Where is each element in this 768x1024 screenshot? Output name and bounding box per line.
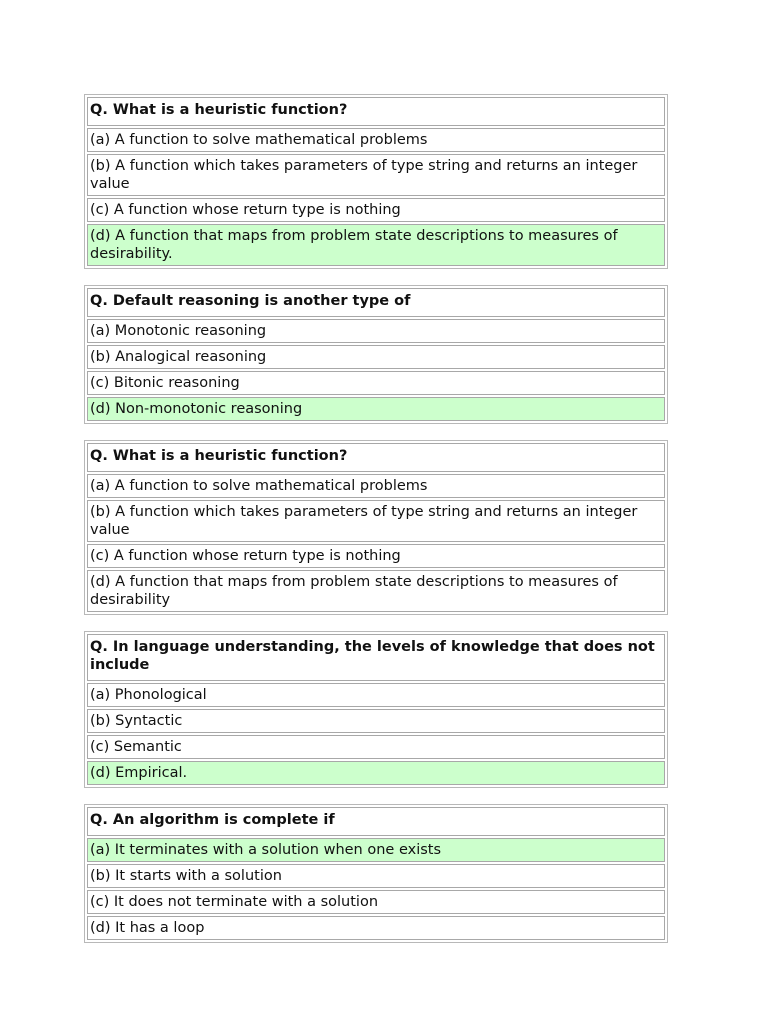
option-b: (b) It starts with a solution xyxy=(87,864,665,888)
question-block-4 xyxy=(84,631,668,788)
option-a: (a) A function to solve mathematical problems xyxy=(87,474,665,498)
option-c: (c) It does not terminate with a solution xyxy=(87,890,665,914)
option-b: (b) A function which takes parameters of type string and returns an integer value xyxy=(87,500,665,542)
question-text: Q. Default reasoning is another type of xyxy=(87,288,665,317)
option-b: (b) A function which takes parameters of type string and returns an integer value xyxy=(87,154,665,196)
question-block-3 xyxy=(84,440,668,615)
quiz-page xyxy=(84,94,668,959)
question-text: Q. What is a heuristic function? xyxy=(87,97,665,126)
option-a: (a) A function to solve mathematical problems xyxy=(87,128,665,152)
question-block-2 xyxy=(84,285,668,424)
question-text: Q. In language understanding, the levels of knowledge that does not include xyxy=(87,634,665,681)
question-text: Q. An algorithm is complete if xyxy=(87,807,665,836)
option-d-correct-answer: (d) Empirical. xyxy=(87,761,665,785)
option-d-correct-answer: (d) A function that maps from problem state descriptions to measures of desirability. xyxy=(87,224,665,266)
option-a-correct-answer: (a) It terminates with a solution when one exists xyxy=(87,838,665,862)
option-d: (d) It has a loop xyxy=(87,916,665,940)
option-a: (a) Monotonic reasoning xyxy=(87,319,665,343)
option-c: (c) Bitonic reasoning xyxy=(87,371,665,395)
question-block-5 xyxy=(84,804,668,943)
option-a: (a) Phonological xyxy=(87,683,665,707)
option-d: (d) A function that maps from problem state descriptions to measures of desirability xyxy=(87,570,665,612)
option-c: (c) A function whose return type is nothing xyxy=(87,544,665,568)
option-d-correct-answer: (d) Non-monotonic reasoning xyxy=(87,397,665,421)
question-block-1 xyxy=(84,94,668,269)
option-b: (b) Analogical reasoning xyxy=(87,345,665,369)
question-text: Q. What is a heuristic function? xyxy=(87,443,665,472)
option-b: (b) Syntactic xyxy=(87,709,665,733)
option-c: (c) Semantic xyxy=(87,735,665,759)
option-c: (c) A function whose return type is nothing xyxy=(87,198,665,222)
